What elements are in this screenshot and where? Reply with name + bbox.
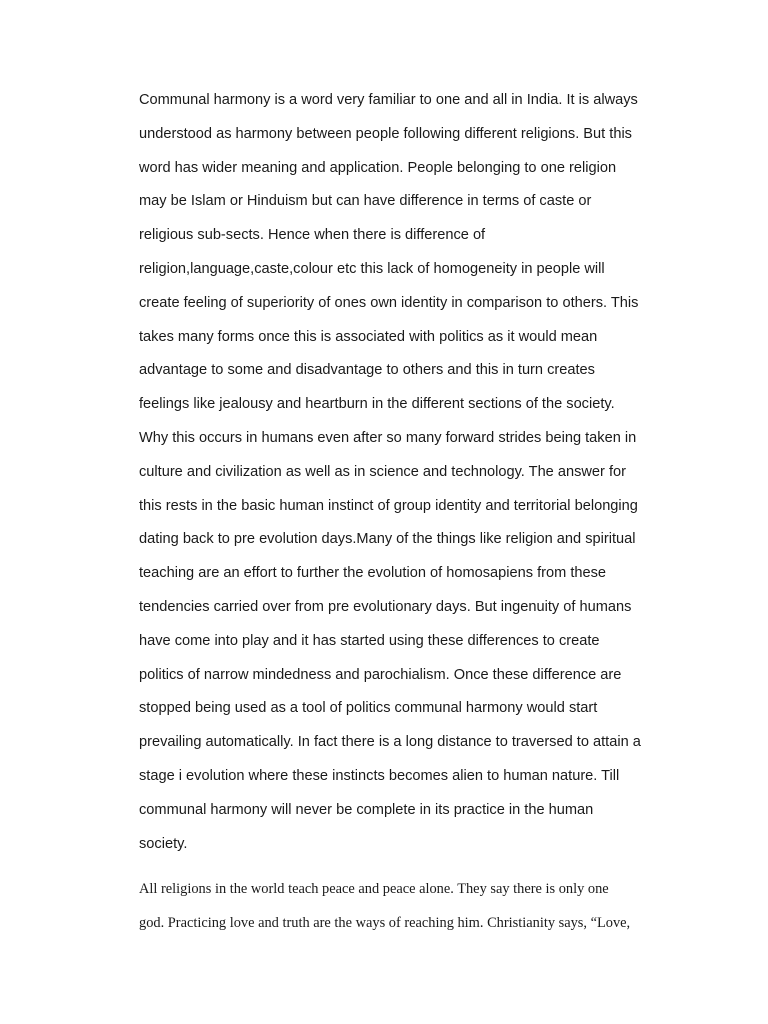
text-line: this rests in the basic human instinct of group identity and territorial belonging [139,497,638,514]
text-line: takes many forms once this is associated with politics as it would mean [139,328,598,345]
text-line: culture and civilization as well as in science and technology. The answer for [139,463,626,480]
text-line: advantage to some and disadvantage to others and this in turn creates [139,362,595,379]
text-line: religion,language,caste,colour etc this lack of homogeneity in people will [139,260,605,277]
text-line: stage i evolution where these instincts becomes alien to human nature. Till [139,767,620,784]
text-line: word has wider meaning and application. People belonging to one religion [139,159,617,176]
text-line: have come into play and it has started using these differences to create [139,632,600,649]
text-line: stopped being used as a tool of politics communal harmony would start [139,700,598,717]
text-line: religious sub-sects. Hence when there is difference of [139,227,486,244]
text-line: society. [139,835,188,852]
text-line: politics of narrow mindedness and parochialism. Once these difference are [139,666,622,683]
text-line: teaching are an effort to further the evolution of homosapiens from these [139,565,607,582]
text-line: feelings like jealousy and heartburn in the different sections of the society. [139,396,615,413]
text-line: god. Practicing love and truth are the ways of reaching him. Christianity says, “Love, [139,914,631,931]
text-line: Why this occurs in humans even after so many forward strides being taken in [139,429,637,446]
text-line: communal harmony will never be complete in its practice in the human [139,801,594,818]
text-line: may be Islam or Hinduism but can have difference in terms of caste or [139,193,592,210]
text-line: understood as harmony between people following different religions. But this [139,125,632,142]
text-line: Communal harmony is a word very familiar to one and all in India. It is always [139,92,638,108]
paragraph-communal-harmony [139,84,699,861]
text-line: tendencies carried over from pre evolutionary days. But ingenuity of humans [139,598,632,615]
paragraph-religions-peace [139,873,699,940]
text-line: prevailing automatically. In fact there is a long distance to traversed to attain a [139,734,641,751]
text-line: create feeling of superiority of ones own identity in comparison to others. This [139,294,639,311]
text-line: All religions in the world teach peace and peace alone. They say there is only one [139,881,609,897]
text-line: dating back to pre evolution days.Many of the things like religion and spiritual [139,531,636,548]
